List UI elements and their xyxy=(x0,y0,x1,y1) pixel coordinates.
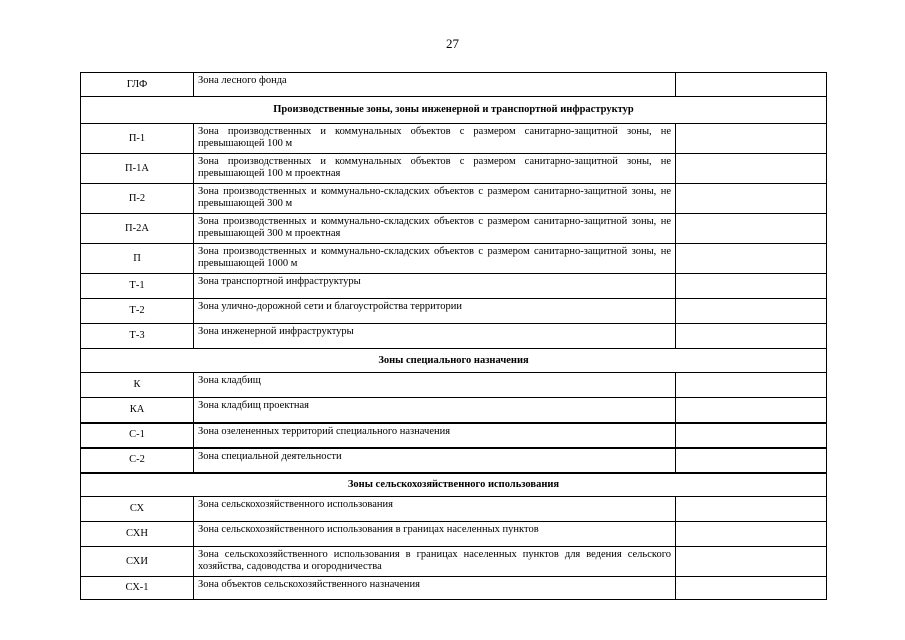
zone-name: Зона специальной деятельности xyxy=(194,448,676,473)
zone-empty-cell xyxy=(676,577,827,600)
zone-empty-cell xyxy=(676,448,827,473)
zone-row xyxy=(81,154,827,184)
zone-row xyxy=(81,244,827,274)
zone-code: С-2 xyxy=(81,448,194,473)
zone-empty-cell xyxy=(676,423,827,448)
zone-empty-cell xyxy=(676,522,827,547)
zone-code: П-2А xyxy=(81,214,194,244)
zone-row xyxy=(81,324,827,349)
section-header-row xyxy=(81,349,827,373)
zone-code: П-2 xyxy=(81,184,194,214)
zone-empty-cell xyxy=(676,547,827,577)
section-title: Зоны сельскохозяйственного использования xyxy=(81,473,827,497)
zone-row xyxy=(81,423,827,448)
zone-row xyxy=(81,497,827,522)
zones-table-body xyxy=(81,73,827,600)
zone-name: Зона объектов сельскохозяйственного назначения xyxy=(194,577,676,600)
zone-name: Зона сельскохозяйственного использования в границах населенных пунктов для ведения сельского хозяйства, садоводства и огородничества xyxy=(194,547,676,577)
zone-code: КА xyxy=(81,398,194,423)
zone-name: Зона производственных и коммунальных объектов с размером санитарно-защитной зоны, не превышающей 100 м проектная xyxy=(194,154,676,184)
zone-row xyxy=(81,184,827,214)
zone-name: Зона инженерной инфраструктуры xyxy=(194,324,676,349)
zone-empty-cell xyxy=(676,154,827,184)
zone-code: ГЛФ xyxy=(81,73,194,97)
zone-row xyxy=(81,398,827,423)
zone-code: СХ-1 xyxy=(81,577,194,600)
zone-row xyxy=(81,448,827,473)
zone-row xyxy=(81,124,827,154)
zone-name: Зона сельскохозяйственного использования xyxy=(194,497,676,522)
zones-table xyxy=(80,72,827,600)
zone-code: П-1 xyxy=(81,124,194,154)
zone-empty-cell xyxy=(676,124,827,154)
zone-code: П xyxy=(81,244,194,274)
page-number: 27 xyxy=(446,36,459,51)
zone-row xyxy=(81,274,827,299)
zone-code: Т-2 xyxy=(81,299,194,324)
zone-code: С-1 xyxy=(81,423,194,448)
zone-name: Зона кладбищ проектная xyxy=(194,398,676,423)
zone-empty-cell xyxy=(676,398,827,423)
zone-empty-cell xyxy=(676,244,827,274)
zone-name: Зона производственных и коммунально-складских объектов с размером санитарно-защитной зоны, не превышающей 300 м xyxy=(194,184,676,214)
zone-empty-cell xyxy=(676,274,827,299)
zone-empty-cell xyxy=(676,497,827,522)
zone-code: СХН xyxy=(81,522,194,547)
zone-empty-cell xyxy=(676,373,827,398)
zone-row xyxy=(81,547,827,577)
zone-name: Зона лесного фонда xyxy=(194,73,676,97)
zone-code: СХИ xyxy=(81,547,194,577)
zone-name: Зона производственных и коммунальных объектов с размером санитарно-защитной зоны, не превышающей 100 м xyxy=(194,124,676,154)
section-title: Производственные зоны, зоны инженерной и транспортной инфраструктур xyxy=(81,97,827,124)
zone-empty-cell xyxy=(676,324,827,349)
zone-empty-cell xyxy=(676,214,827,244)
zone-row xyxy=(81,577,827,600)
zone-code: К xyxy=(81,373,194,398)
zone-name: Зона производственных и коммунально-складских объектов с размером санитарно-защитной зоны, не превышающей 1000 м xyxy=(194,244,676,274)
zone-name: Зона производственных и коммунально-складских объектов с размером санитарно-защитной зоны, не превышающей 300 м проектная xyxy=(194,214,676,244)
zone-empty-cell xyxy=(676,299,827,324)
section-title: Зоны специального назначения xyxy=(81,349,827,373)
section-header-row xyxy=(81,97,827,124)
zone-row xyxy=(81,373,827,398)
zone-row xyxy=(81,299,827,324)
zone-name: Зона сельскохозяйственного использования в границах населенных пунктов xyxy=(194,522,676,547)
section-header-row xyxy=(81,473,827,497)
zone-row xyxy=(81,73,827,97)
zone-name: Зона озелененных территорий специального назначения xyxy=(194,423,676,448)
zone-row xyxy=(81,522,827,547)
zone-name: Зона транспортной инфраструктуры xyxy=(194,274,676,299)
zone-row xyxy=(81,214,827,244)
zone-name: Зона кладбищ xyxy=(194,373,676,398)
zone-code: П-1А xyxy=(81,154,194,184)
zone-code: СХ xyxy=(81,497,194,522)
zone-code: Т-3 xyxy=(81,324,194,349)
zone-name: Зона улично-дорожной сети и благоустройства территории xyxy=(194,299,676,324)
zone-empty-cell xyxy=(676,184,827,214)
zone-empty-cell xyxy=(676,73,827,97)
zone-code: Т-1 xyxy=(81,274,194,299)
